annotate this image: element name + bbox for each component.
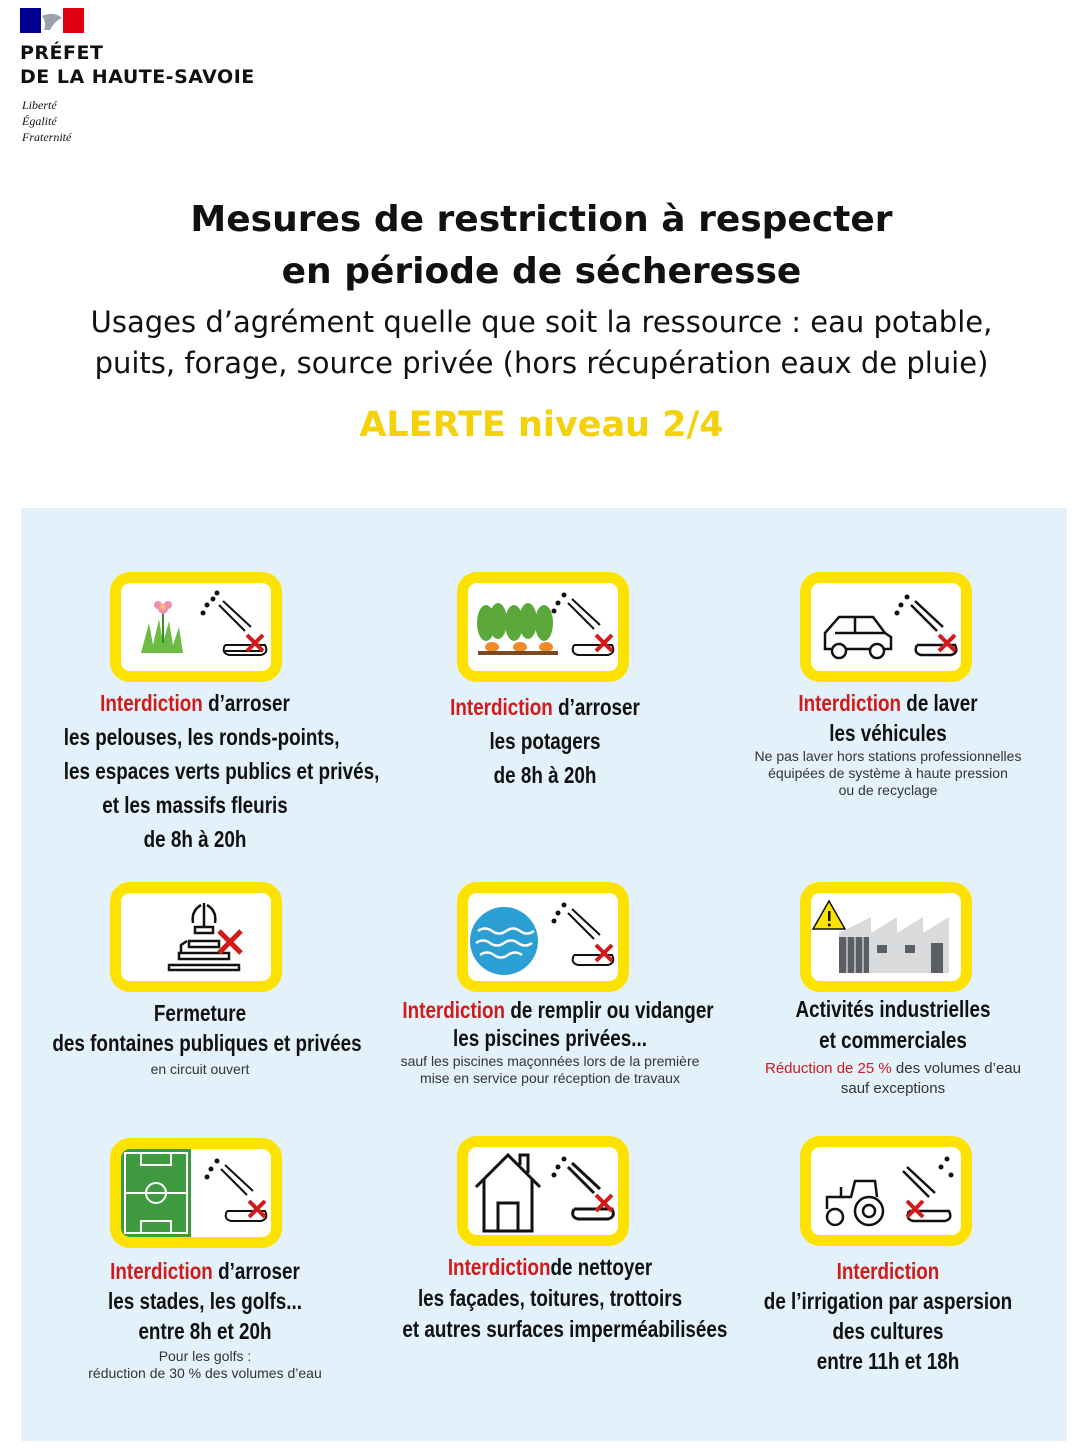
- fountains-line: des fontaines publiques et privées: [52, 1030, 362, 1056]
- stadiums-caption: [74, 1256, 336, 1346]
- vehicles-notes: [733, 748, 1043, 799]
- lawns-line: les espaces verts publics et privés,: [63, 758, 380, 784]
- page-title-line1: Mesures de restriction à respecter: [190, 199, 893, 240]
- stadiums-lead-rest: d’arroser: [212, 1258, 300, 1284]
- vehicles-lead-rest: de laver: [901, 690, 978, 716]
- pools-lead: Interdiction: [402, 997, 506, 1023]
- irrigation-lead: Interdiction: [836, 1258, 940, 1284]
- fountains-caption: [52, 998, 362, 1058]
- motto-fraternite: Fraternité: [22, 130, 72, 144]
- football-pitch-icon: [110, 1138, 282, 1248]
- page-title-line2: en période de sécheresse: [281, 251, 802, 292]
- lawns-caption: [63, 686, 380, 856]
- fountains-note: en circuit ouvert: [150, 1061, 250, 1077]
- logo-title-line2: DE LA HAUTE-SAVOIE: [20, 66, 255, 88]
- lawns-line: les pelouses, les ronds-points,: [63, 724, 340, 750]
- lawns-lead: Interdiction: [100, 690, 203, 716]
- stadiums-line: entre 8h et 20h: [138, 1318, 272, 1344]
- industry-note-red: Réduction de 25 %: [764, 1060, 892, 1077]
- industry-note-rest: des volumes d’eau: [891, 1060, 1021, 1077]
- alert-level: ALERTE niveau 2/4: [359, 405, 724, 445]
- fountain-icon: [110, 882, 282, 992]
- stadiums-lead: Interdiction: [110, 1258, 213, 1284]
- pools-caption: [402, 996, 714, 1052]
- subtitle-line2: puits, forage, source privée (hors récupération eaux de pluie): [94, 346, 989, 380]
- vehicles-note: équipées de système à haute pression: [768, 765, 1008, 781]
- swimming-pool-icon: [457, 882, 629, 992]
- vehicles-line: les véhicules: [829, 720, 947, 746]
- gardens-line: de 8h à 20h: [493, 762, 597, 788]
- vegetable-garden-icon: [457, 572, 629, 682]
- stadiums-notes: [45, 1348, 365, 1382]
- facades-caption: [402, 1252, 728, 1345]
- vehicles-caption: [761, 688, 1015, 748]
- subtitle-line1: Usages d’agrément quelle que soit la ressource : eau potable,: [90, 305, 993, 339]
- pools-line: les piscines privées...: [453, 1025, 647, 1051]
- facades-lead: Interdiction: [447, 1254, 551, 1280]
- irrigation-line: de l’irrigation par aspersion: [763, 1288, 1013, 1314]
- pools-note: sauf les piscines maçonnées lors de la première: [400, 1053, 700, 1069]
- industry-line: Activités industrielles: [795, 996, 991, 1022]
- pools-lead-rest: de remplir ou vidanger: [505, 997, 714, 1023]
- gardens-line: les potagers: [489, 728, 601, 754]
- irrigation-line: entre 11h et 18h: [816, 1348, 960, 1374]
- facades-lead-rest: de nettoyer: [550, 1254, 653, 1280]
- industry-note: sauf exceptions: [840, 1080, 946, 1097]
- lawns-line: de 8h à 20h: [143, 826, 247, 852]
- facades-line: et autres surfaces imperméabilisées: [402, 1316, 728, 1342]
- lawn-watering-icon: [110, 572, 282, 682]
- pools-notes: [370, 1053, 730, 1087]
- industry-caption: [762, 994, 1024, 1056]
- irrigation-caption: [761, 1256, 1015, 1376]
- motto-egalite: Égalité: [22, 114, 57, 128]
- factory-icon: [800, 882, 972, 992]
- vehicles-lead: Interdiction: [798, 690, 902, 716]
- facades-line: les façades, toitures, trottoirs: [417, 1285, 683, 1311]
- industry-notes: [733, 1059, 1053, 1099]
- pools-note: mise en service pour réception de travaux: [420, 1070, 680, 1086]
- gardens-caption: [418, 690, 672, 792]
- gardens-lead: Interdiction: [450, 694, 553, 720]
- marianne-flag-icon: [20, 8, 84, 33]
- motto-liberte: Liberté: [22, 98, 57, 112]
- stadiums-line: les stades, les golfs...: [108, 1288, 302, 1314]
- gardens-lead-rest: d’arroser: [552, 694, 640, 720]
- stadiums-note: Pour les golfs :: [158, 1348, 252, 1364]
- lawns-lead-rest: d’arroser: [202, 690, 290, 716]
- house-cleaning-icon: [457, 1136, 629, 1246]
- fountains-notes: [40, 1061, 360, 1078]
- industry-line: et commerciales: [819, 1027, 967, 1053]
- logo-title-line1: PRÉFET: [20, 42, 104, 64]
- car-washing-icon: [800, 572, 972, 682]
- vehicles-note: Ne pas laver hors stations professionnelles: [754, 748, 1022, 764]
- lawns-line: et les massifs fleuris: [102, 792, 288, 818]
- stadiums-note: réduction de 30 % des volumes d’eau: [88, 1365, 322, 1381]
- fountains-line: Fermeture: [153, 1000, 247, 1026]
- vehicles-note: ou de recyclage: [838, 782, 938, 798]
- irrigation-line: des cultures: [832, 1318, 944, 1344]
- tractor-irrigation-icon: [800, 1136, 972, 1246]
